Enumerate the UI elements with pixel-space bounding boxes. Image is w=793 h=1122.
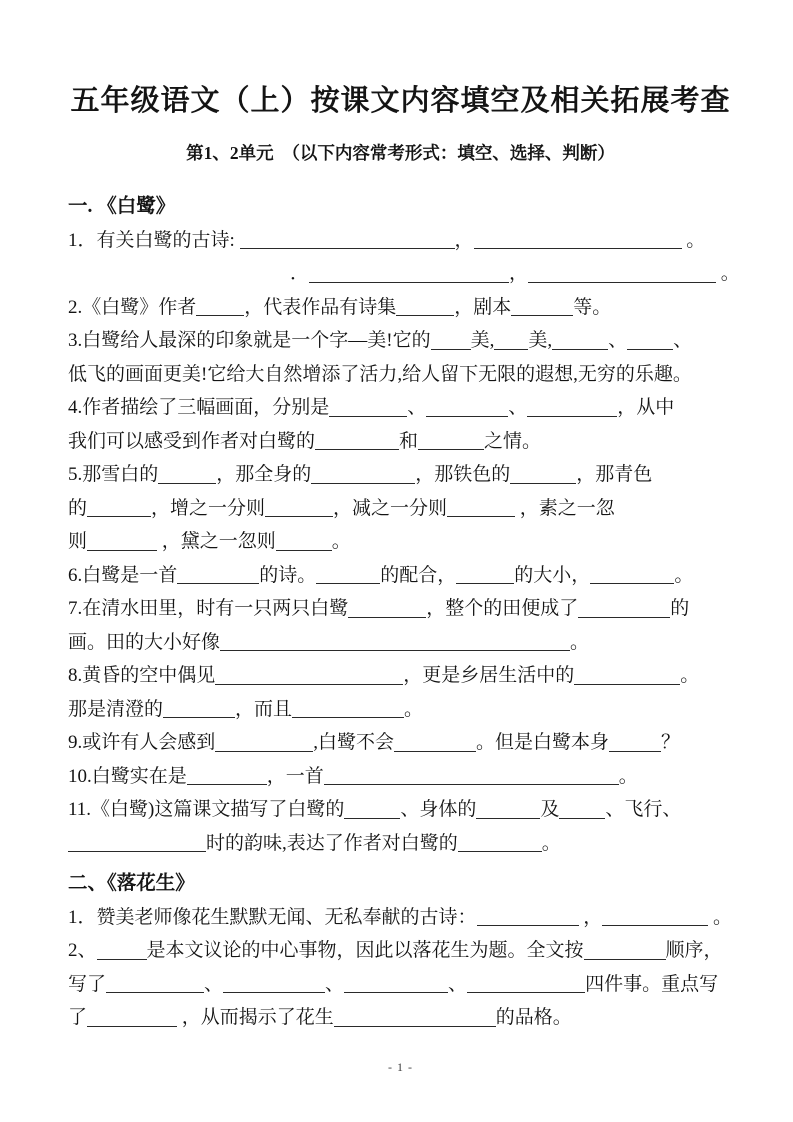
fill-in-blank (87, 536, 157, 551)
question-line (68, 559, 733, 593)
fill-in-blank (559, 804, 605, 819)
text-segment: 、 (407, 397, 427, 418)
question-line (68, 324, 733, 358)
text-segment: 。 (570, 631, 590, 653)
fill-in-blank (309, 268, 509, 283)
text-segment: 。 (404, 698, 424, 720)
fill-in-blank (215, 670, 403, 685)
text-segment: ，那青色 (576, 464, 653, 485)
text-segment: 。但是白鹭本身 (476, 732, 610, 753)
fill-in-blank (609, 737, 661, 752)
text-segment: 、身体的 (400, 799, 477, 820)
text-segment: 、 (325, 973, 345, 995)
section-heading: 一. 《白鹭》 (68, 196, 176, 217)
text-segment: ，更是乡居生活中的 (403, 665, 575, 686)
fill-in-blank (344, 978, 448, 993)
text-segment: 。 (708, 906, 733, 928)
fill-in-blank (578, 603, 670, 618)
text-segment: 。 (618, 765, 638, 787)
fill-in-blank (418, 435, 484, 450)
text-segment: 、 (673, 330, 693, 351)
fill-in-blank (584, 945, 666, 960)
question-line (68, 760, 733, 794)
question-line (68, 968, 733, 1002)
fill-in-blank (477, 911, 579, 926)
question-line (68, 693, 733, 727)
question-line (68, 525, 733, 559)
text-segment: 等。 (573, 296, 612, 318)
text-segment: 6.白鹭是一首 (68, 564, 178, 586)
fill-in-blank (187, 770, 267, 785)
text-segment: 的品格。 (495, 1007, 572, 1028)
question-line (68, 458, 733, 492)
text-segment: 2、 (68, 940, 97, 961)
text-segment: 5.那雪白的 (68, 464, 159, 485)
fill-in-blank (292, 703, 404, 718)
fill-in-blank (329, 402, 407, 417)
question-line (68, 901, 733, 935)
text-segment: ，整个的田便成了 (426, 598, 579, 619)
fill-in-blank (215, 737, 313, 752)
fill-in-blank (458, 837, 542, 852)
fill-in-blank (527, 402, 617, 417)
text-segment: ,白鹭不会 (313, 732, 395, 753)
text-segment: ，黛之一忽则 (157, 531, 276, 552)
question-line (68, 492, 733, 526)
text-segment: 。 (716, 263, 740, 284)
text-segment: 我们可以感受到作者对白鹭的 (68, 430, 316, 452)
text-segment: 8.黄昏的空中偶见 (68, 665, 216, 686)
text-segment: 及 (540, 799, 560, 820)
text-segment: 。 (331, 531, 351, 552)
text-segment: 低飞的画面更美!它给大自然增添了活力,给人留下无限的遐想,无穷的乐趣。 (68, 363, 692, 385)
text-segment: 。 (674, 564, 694, 586)
page-subtitle: 第1、2单元 （以下内容常考形式：填空、选择、判断） (186, 143, 615, 163)
fill-in-blank (394, 737, 476, 752)
question-line (68, 1001, 733, 1035)
text-segment: ，代表作品有诗集 (244, 296, 397, 318)
fill-in-blank (574, 670, 680, 685)
text-segment: 1．有关白鹭的古诗: (68, 229, 240, 251)
question-line (68, 425, 733, 459)
text-segment: 。 (680, 665, 700, 686)
question-line (68, 659, 733, 693)
fill-in-blank (494, 335, 528, 350)
question-line (68, 934, 733, 968)
text-segment: 顺序， (665, 940, 723, 961)
text-segment: ，剧本 (454, 296, 512, 318)
text-segment: 。 (681, 229, 706, 251)
fill-in-blank (431, 335, 471, 350)
fill-in-blank (602, 911, 708, 926)
fill-in-blank (552, 335, 608, 350)
question-line (68, 626, 733, 660)
fill-in-blank (276, 536, 332, 551)
text-segment: ，从而揭示了花生 (177, 1007, 334, 1028)
fill-in-blank (163, 703, 235, 718)
question-line (68, 827, 733, 861)
text-segment: ， (578, 906, 603, 928)
text-segment: 11.《白鹭)这篇课文描写了白鹭的 (68, 799, 345, 820)
fill-in-blank (177, 569, 259, 584)
question-line (68, 592, 733, 626)
text-segment: 、 (448, 973, 468, 995)
text-segment: ，素之一忽 (515, 497, 615, 519)
fill-in-blank (220, 636, 570, 651)
text-segment: 了 (68, 1007, 88, 1028)
text-segment: 则 (68, 531, 88, 552)
fill-in-blank (511, 301, 573, 316)
question-line (68, 793, 733, 827)
fill-in-blank (476, 804, 540, 819)
text-segment: 、飞行、 (605, 799, 682, 820)
fill-in-blank (311, 469, 415, 484)
text-segment: ，从中 (617, 397, 675, 418)
section-heading: 二、《落花生》 (68, 873, 195, 894)
text-segment: ， (509, 263, 529, 284)
text-segment: ，那全身的 (216, 464, 312, 485)
fill-in-blank (627, 335, 673, 350)
fill-in-blank (223, 978, 325, 993)
fill-in-blank (426, 402, 508, 417)
text-segment: 写了 (68, 973, 107, 995)
text-segment: ？ (661, 732, 681, 753)
question-line (68, 391, 733, 425)
page-title: 五年级语文（上）按课文内容填空及相关拓展考查 (70, 85, 731, 117)
fill-in-blank (456, 569, 514, 584)
question-line (68, 257, 740, 291)
fill-in-blank (324, 770, 619, 785)
fill-in-blank (447, 502, 515, 517)
text-segment: 、 (508, 397, 528, 418)
text-segment: 的 (68, 497, 88, 519)
text-segment: 四件事。重点写 (585, 973, 719, 995)
fill-in-blank (510, 469, 576, 484)
question-line (68, 726, 733, 760)
text-segment: 、 (608, 330, 628, 351)
fill-in-blank (590, 569, 674, 584)
text-segment: 的大小， (514, 564, 591, 586)
text-segment: 1．赞美老师像花生默默无闻、无私奉献的古诗： (68, 906, 477, 928)
text-segment: 4.作者描绘了三幅画面，分别是 (68, 397, 330, 418)
question-line (68, 224, 733, 258)
fill-in-blank (196, 301, 244, 316)
fill-in-blank (316, 569, 380, 584)
text-segment: 美, (528, 330, 553, 351)
text-segment: 时的韵味,表达了作者对白鹭的 (206, 832, 458, 854)
fill-in-blank (396, 301, 454, 316)
text-segment: 10.白鹭实在是 (68, 765, 187, 787)
fill-in-blank (240, 234, 455, 249)
text-segment: 那是清澄的 (68, 698, 164, 720)
text-segment: ，那铁色的 (415, 464, 511, 485)
text-segment: ，增之一分则 (151, 497, 266, 519)
fill-in-blank (348, 603, 426, 618)
text-segment: 。 (541, 832, 561, 854)
text-segment: ，减之一分则 (333, 497, 448, 519)
fill-in-blank (158, 469, 216, 484)
fill-in-blank (68, 837, 206, 852)
text-segment: 的 (670, 598, 690, 619)
text-segment: 的配合， (380, 564, 457, 586)
fill-in-blank (87, 1012, 177, 1027)
page-number: - 1 - (388, 1059, 413, 1074)
fill-in-blank (528, 268, 716, 283)
text-segment: 3.白鹭给人最深的印象就是一个字—美!它的 (68, 330, 431, 351)
text-segment: 、 (204, 973, 224, 995)
text-segment: ． (290, 263, 310, 284)
fill-in-blank (87, 502, 151, 517)
text-segment: ，一首 (266, 765, 324, 787)
fill-in-blank (106, 978, 204, 993)
text-segment: 2.《白鹭》作者 (68, 296, 197, 318)
text-segment: 7.在清水田里，时有一只两只白鹭 (68, 598, 349, 619)
document-body (68, 190, 740, 1035)
question-line (68, 291, 733, 325)
text-segment: 的诗。 (259, 564, 317, 586)
text-segment: ， (454, 229, 474, 251)
text-segment: 之情。 (484, 430, 542, 452)
fill-in-blank (97, 945, 147, 960)
question-line (68, 358, 733, 392)
fill-in-blank (467, 978, 585, 993)
fill-in-blank (474, 234, 682, 249)
fill-in-blank (265, 502, 333, 517)
text-segment: ，而且 (235, 698, 293, 720)
text-segment: 和 (399, 430, 419, 452)
text-segment: 画。田的大小好像 (68, 631, 221, 653)
text-segment: 是本文议论的中心事物，因此以落花生为题。全文按 (146, 940, 584, 961)
text-segment: 美, (470, 330, 495, 351)
fill-in-blank (344, 804, 400, 819)
text-segment: 9.或许有人会感到 (68, 732, 216, 753)
fill-in-blank (334, 1012, 496, 1027)
fill-in-blank (315, 435, 399, 450)
